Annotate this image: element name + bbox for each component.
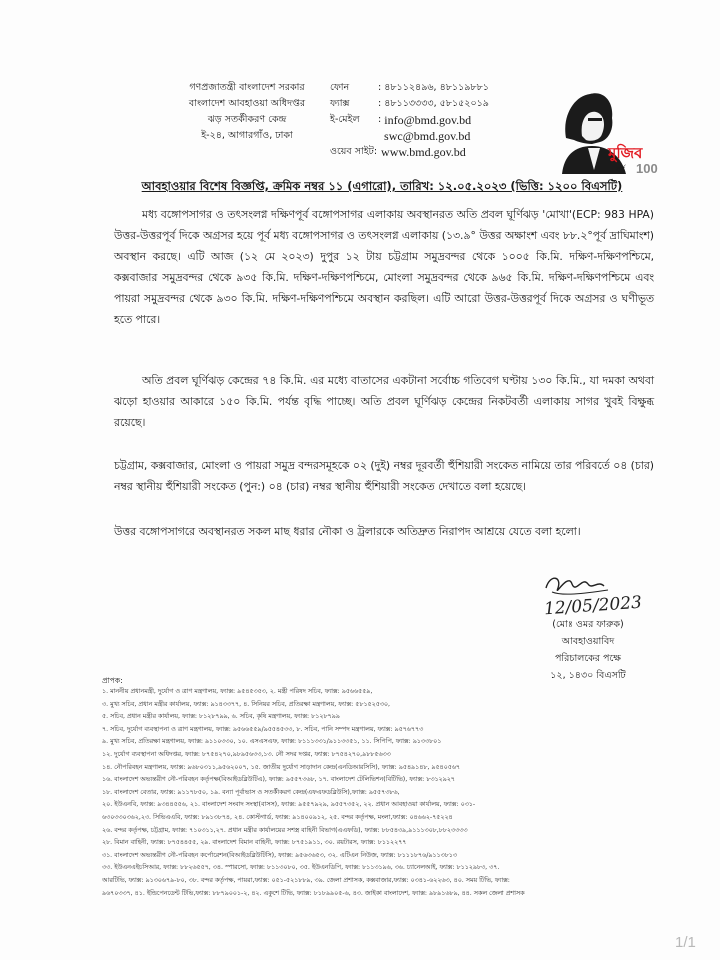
distribution-line: ২০. ইউএনবি, ফ্যাক্স: ৯৩৪৪৫৫৬, ২১. বাংলাদেশ সংবাদ সংস্থা(বাসস), ফ্যাক্স: ৯৫৫৭৯২৯, ৯৫৫৭৩৫২, ২২. প্রধান আবহাওয়া কার্যালয়, ফ্যাক্স: ০৩১- — [102, 801, 476, 809]
distribution-line: আরটিভি, ফ্যাক্স: ৯১৩০৬৭৯-৮০, ৩৮. বন্দর কর্তৃপক্ষ, পায়রা,ফ্যাক্স: ০৫১-৫২১৮৮৯, ৩৯. জেলা প্রশাসক, কক্সবাজার,ফ্যাক্স: ০৩৪১-৬২২৬৩, ৪০. সময় টিভি, ফ্যাক্স: — [102, 876, 510, 884]
distribution-line: ৭. সচিব, দুর্যোগ ব্যবস্থাপনা ও ত্রাণ মন্ত্রণালয়, ফ্যাক্স: ৯৫৬৬৫৫৯/৯৫৫৪৫৩৩, ৮. সচিব, পানি সম্পদ মন্ত্রণালয়, ফ্যাক্স: ৯৫৭৬৭৭৩ — [102, 725, 424, 733]
notice-title-part1: আবহাওয়ার বিশেষ বিজ্ঞপ্তি, ক্রমিক নম্বর ১১ (এগারো), — [141, 179, 397, 193]
email-2[interactable]: swc@bmd.gov.bd — [384, 129, 471, 143]
signature-block — [538, 616, 638, 684]
website-link[interactable]: www.bmd.gov.bd — [381, 145, 466, 159]
distribution-line: ৫. সচিব, প্রধান মন্ত্রীর কার্যালয়, ফ্যাক্স: ৮১২৮৭৯৯, ৬. সচিব, কৃষি মন্ত্রণালয়, ফ্যাক্স: ৮১২৮৭৯৯ — [102, 713, 340, 721]
distribution-heading: প্রাপক: — [102, 676, 123, 685]
distribution-list — [102, 686, 672, 900]
paragraph-boats: উত্তর বঙ্গোপসাগরে অবস্থানরত সকল মাছ ধরার নৌকা ও ট্রলারকে অতিদ্রুত নিরাপদ আশ্রয়ে যেতে বলা হলো। — [114, 525, 581, 538]
org-line-4: ই-২৪, আগারগাঁও, ঢাকা — [201, 130, 293, 141]
phone-value: : ৪৮১১২৪৯৬, ৪৮১১৯৮৮১ — [378, 82, 489, 93]
paragraph-wind-speed: অতি প্রবল ঘূর্ণিঝড় কেন্দ্রের ৭৪ কি.মি. এর মধ্যে বাতাসের একটানা সর্বোচ্চ গতিবেগ ঘণ্টায় ১৩০ কি.মি., যা দমকা অথবা ঝড়ো হাওয়ার আকারে ১৫০ কি.মি. পর্যন্ত বৃদ্ধি পাচ্ছে। অতি প্রবল ঘূর্ণিঝড় কেন্দ্রের নিকটবর্তী এলাকায় সাগর খুবই বিক্ষুব্ধ রয়েছে। — [114, 374, 654, 429]
distribution-line: ৩. মুখ্য সচিব, প্রধান মন্ত্রীর কার্যালয়, ফ্যাক্স: ৯১৪৩৩৭৭, ৪. সিনিয়র সচিব, প্রতিরক্ষা মন্ত্রণালয়, ফ্যাক্স: ৫৮১৫২৫৩০, — [102, 700, 391, 708]
signer-name: (মোঃ ওমর ফারুক) — [552, 619, 624, 630]
distribution-line: ২৬. বন্দর কর্তৃপক্ষ, চট্টগ্রাম, ফ্যাক্স: ৭১০৩১১,২৭. প্রধান মন্ত্রীর কার্যালয়ের সশস্ত্র বাহিনী বিভাগ(এএফডি), ফ্যাক্স: ৮৮৫৪৩৯,৯১১১৩০৮,৮৮২৩৩৩৩ — [102, 826, 468, 834]
issue-time: ১২, ১৪৩০ বিএসটি — [550, 670, 626, 681]
distribution-line: ১৮. বাংলাদেশ বেতার, ফ্যাক্স: ৯১১৭৮৫০, ১৯. বন্যা পূর্বাভাস ও সতর্কীকরণ কেন্দ্র(এফএফডব্লিউসি),ফ্যাক্স: ৯৫৫৭৩৮৬, — [102, 788, 400, 796]
distribution-line: ১৪. নৌপরিবহন মন্ত্রণালয়, ফ্যাক্স: ৯৬৮০৩১১,৯৫৬২০০৭, ১৫. জাতীয় দুর্যোগ সাড়াদান কেন্দ্র(এনডিআরসিসি), ফ্যাক্স: ৯৫৪৯১৪৮, ৯৫৪০৫৬৭ — [102, 763, 461, 771]
website-label: ওয়েব সাইট: — [330, 146, 378, 157]
distribution-line: ১. মাননীয় প্রধানমন্ত্রী, দুর্যোগ ও ত্রাণ মন্ত্রণালয়, ফ্যাক্স: ৯৫৪৫৩৫৩, ২. মন্ত্রী পরিষদ সচিব, ফ্যাক্স: ৯৫৬৬৫৫৯, — [102, 688, 373, 695]
phone-label: ফোন — [330, 82, 350, 93]
email-label: ই-মেইল — [330, 114, 360, 125]
logo-number: 100 — [636, 161, 658, 176]
page-number: 1/1 — [675, 934, 696, 951]
distribution-line: ৯. মুখ্য সচিব, প্রতিরক্ষা মন্ত্রণালয়, ফ্যাক্স: ৯১১০৩৩০, ১০. এসএসএফ, ফ্যাক্স: ৮১১১৩৩১/৯১১৩৩৫১, ১১. সিপিপি, ফ্যাক্স: ৯১৩৩৮০১ — [102, 738, 442, 746]
signature-date: 12/05/2023 — [543, 592, 643, 620]
distribution-line: ১২. দুর্যোগ ব্যবস্থাপনা অধিদপ্তর, ফ্যাক্স: ৮৭৫৪২৭০,৯৮৯৫৬৩৩,১৩. নৌ সদর দপ্তর, ফ্যাক্স: ৮৭৫৪২৭০,৯৮৮৫৬৩৩ — [102, 750, 391, 758]
logo-subtext: বর্ষ — [616, 165, 625, 174]
distribution-line: ১৬. বাংলাদেশ অভ্যন্তরীণ নৌ-পরিবহন কর্তৃপক্ষ(বিআইডব্লিউটিএ), ফ্যাক্স: ৯৫৫৭৩৬৮, ১৭. বাংলাদেশ টেলিভিশন(বিটিভি), ফ্যাক্স: ৮৩১২৯২৭ — [102, 776, 455, 784]
mujib-borsho-logo — [552, 78, 660, 176]
signer-on-behalf: পরিচালকের পক্ষে — [554, 653, 622, 664]
email-separator: : — [378, 114, 382, 125]
distribution-line: ৬৩০৩৩০৩৬২,২৩. সিভিএএবি, ফ্যাক্স: ৮৯১৩৮৭৪, ২৪. কোস্টগার্ড, ফ্যাক্স: ৯১৪০০৯১২, ২৫. বন্দর কর্তৃপক্ষ, মংলা,ফ্যাক্স: ০৪৬৬২-৭৫২২৪ — [102, 813, 453, 821]
contact-block — [330, 80, 489, 160]
notice-title-part2: তারিখ: ১২.০৫.২০২৩ (ভিত্তি: ১২০০ বিএসটি) — [396, 179, 623, 193]
email-1[interactable]: info@bmd.gov.bd — [384, 113, 472, 127]
signer-designation: আবহাওয়াবিদ — [561, 636, 615, 647]
org-line-2: বাংলাদেশ আবহাওয়া অধিদপ্তর — [188, 98, 306, 109]
organization-block — [172, 80, 322, 144]
fax-label: ফ্যাক্স — [330, 98, 350, 109]
org-line-1: গণপ্রজাতন্ত্রী বাংলাদেশ সরকার — [189, 82, 305, 93]
distribution-line: ৩৩. ইউএনএইচসিআর, ফ্যাক্স: ৮৮২৬৫৫৭, ৩৪. স্পারসো, ফ্যাক্স: ৮১১৩০৮০, ৩৫. ইউএনডিপি, ফ্যাক্স: ৮১১৩১৯৬, ৩৬. চ্যানেলআই, ফ্যাক্স: ৮১১২৯৮৩, ৩৭. — [102, 864, 500, 872]
notice-title — [112, 178, 652, 197]
org-line-3: ঝড় সতর্কীকরণ কেন্দ্র — [207, 114, 287, 125]
logo-text: মুজিব — [608, 144, 643, 162]
distribution-line: ২৮. বিমান বাহিনী, ফ্যাক্স: ৮৭৫৪৪৫৫, ২৯. বাংলাদেশ বিমান বাহিনী, ফ্যাক্স: ৮৭৫১৯১১, ৩০. রয়টারস, ফ্যাক্স: ৮১১২২৭৭ — [102, 839, 407, 847]
distribution-line: ৩১. বাংলাদেশ অভ্যন্তরীণ নৌ-পরিবহন কর্পোরেশন(বিআইডব্লিউটিসি), ফ্যাক্স: ৯৫৬৩৬৫৩, ৩২. এটিএন নিউজ, ফ্যাক্স: ৮১১১৮৭৬/৯১১৩৮১৩ — [102, 851, 457, 859]
paragraph-cyclone-position: মধ্য বঙ্গোপসাগর ও তৎসংলগ্ন দক্ষিণপূর্ব বঙ্গোপসাগর এলাকায় অবস্থানরত অতি প্রবল ঘূর্ণিঝড় 'মোখা'(ECP: 983 HPA) উত্তর-উত্তরপূর্ব দিকে অগ্রসর হয়ে পূর্ব মধ্য বঙ্গোপসাগর ও তৎসংলগ্ন এলাকায় (১৩.৯° উত্তর অক্ষাংশ এবং ৮৮.২°পূর্ব দ্রাঘিমাংশ) অবস্থান করছে। এটি আজ (১২ মে ২০২৩) দুপুর ১২ টায় চট্টগ্রাম সমুদ্রবন্দর থেকে ১০০৫ কি.মি. দক্ষিণ-দক্ষিণপশ্চিমে, কক্সবাজার সমুদ্রবন্দর থেকে ৯৩৫ কি.মি. দক্ষিণ-দক্ষিণপশ্চিমে, মোংলা সমুদ্রবন্দর থেকে ৯৬৫ কি.মি. দক্ষিণ-দক্ষিণপশ্চিমে এবং পায়রা সমুদ্রবন্দর থেকে ৯৩০ কি.মি. দক্ষিণ-দক্ষিণপশ্চিমে অবস্থান করছিল। এটি আরো উত্তর-উত্তরপূর্ব দিকে অগ্রসর ও ঘণীভূত হতে পারে। — [114, 208, 654, 326]
fax-value: : ৪৮১১৩৩৩৩, ৫৮১৫২০১৯ — [378, 98, 489, 109]
distribution-line: ৯৬৭০৩৩৭, ৪১. ইন্ডিপেনডেন্ট টিভি,ফ্যাক্স: ৮৮৭৯০০১-২, ৪২. একুশে টিভি, ফ্যাক্স: ৮১৮৯৯০৫-৬, ৪৩. জাইকা বাংলাদেশ, ফ্যাক্স: ৯৮৯১৬৮৯, ৪৪. সকল জেলা প্রশাসক — [102, 889, 525, 897]
paragraph-signal: চট্টগ্রাম, কক্সবাজার, মোংলা ও পায়রা সমুদ্র বন্দরসমূহকে ০২ (দুই) নম্বর দূরবর্তী হুঁশিয়ারী সংকেত নামিয়ে তার পরিবর্তে ০৪ (চার) নম্বর স্থানীয় হুঁশিয়ারী সংকেত (পুন:) ০৪ (চার) নম্বর স্থানীয় হুঁশিয়ারী সংকেত দেখাতে বলা হয়েছে। — [114, 459, 654, 493]
